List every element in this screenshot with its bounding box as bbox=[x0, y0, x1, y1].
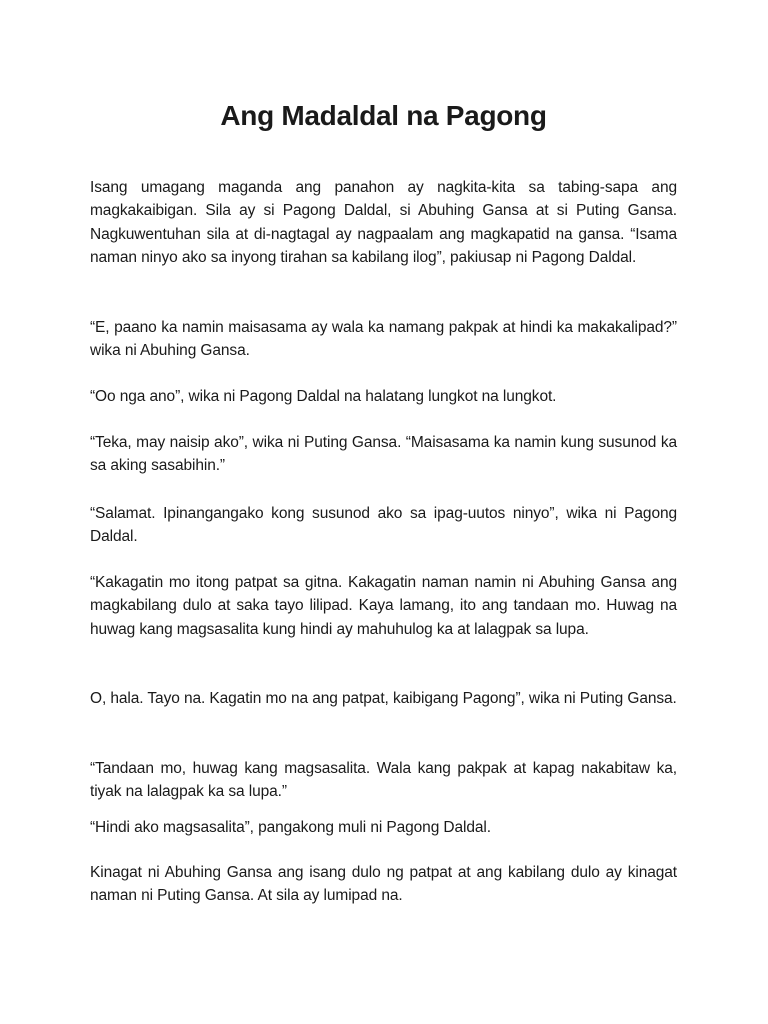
paragraph-8: “Tandaan mo, huwag kang magsasalita. Wala kang pakpak at kapag nakabitaw ka, tiyak na lalagpak ka sa lupa.” bbox=[90, 760, 677, 801]
paragraph-5: “Salamat. Ipinangangako kong susunod ako sa ipag-uutos ninyo”, wika ni Pagong Daldal. bbox=[90, 505, 677, 546]
paragraph-1: Isang umagang maganda ang panahon ay nagkita-kita sa tabing-sapa ang magkakaibigan. Sila ay si Pagong Daldal, si Abuhing Gansa at si Puting Gansa. Nagkuwentuhan sila at di-nagtagal ay nagpaalam ang magkapatid na gansa. “Isama naman ninyo ako sa inyong tirahan sa kabilang ilog”, pakiusap ni Pagong Daldal. bbox=[90, 179, 677, 267]
paragraph-7: O, hala. Tayo na. Kagatin mo na ang patpat, kaibigang Pagong”, wika ni Puting Gansa. bbox=[90, 690, 677, 707]
paragraph-10: Kinagat ni Abuhing Gansa ang isang dulo ng patpat at ang kabilang dulo ay kinagat naman ni Puting Gansa. At sila ay lumipad na. bbox=[90, 864, 677, 905]
paragraph-2: “E, paano ka namin maisasama ay wala ka namang pakpak at hindi ka makakalipad?” wika ni Abuhing Gansa. bbox=[90, 319, 677, 360]
paragraph-3: “Oo nga ano”, wika ni Pagong Daldal na halatang lungkot na lungkot. bbox=[90, 388, 557, 405]
paragraph-6: “Kakagatin mo itong patpat sa gitna. Kakagatin naman namin ni Abuhing Gansa ang magkabilang dulo at saka tayo lilipad. Kaya lamang, ito ang tandaan mo. Huwag na huwag kang magsasalita kung hindi ay mahuhulog ka at lalagpak sa lupa. bbox=[90, 574, 677, 638]
paragraph-4: “Teka, may naisip ako”, wika ni Puting Gansa. “Maisasama ka namin kung susunod ka sa aking sasabihin.” bbox=[90, 434, 677, 475]
paragraph-9: “Hindi ako magsasalita”, pangakong muli ni Pagong Daldal. bbox=[90, 819, 491, 836]
document-title: Ang Madaldal na Pagong bbox=[220, 100, 547, 131]
document-page bbox=[90, 0, 677, 1024]
